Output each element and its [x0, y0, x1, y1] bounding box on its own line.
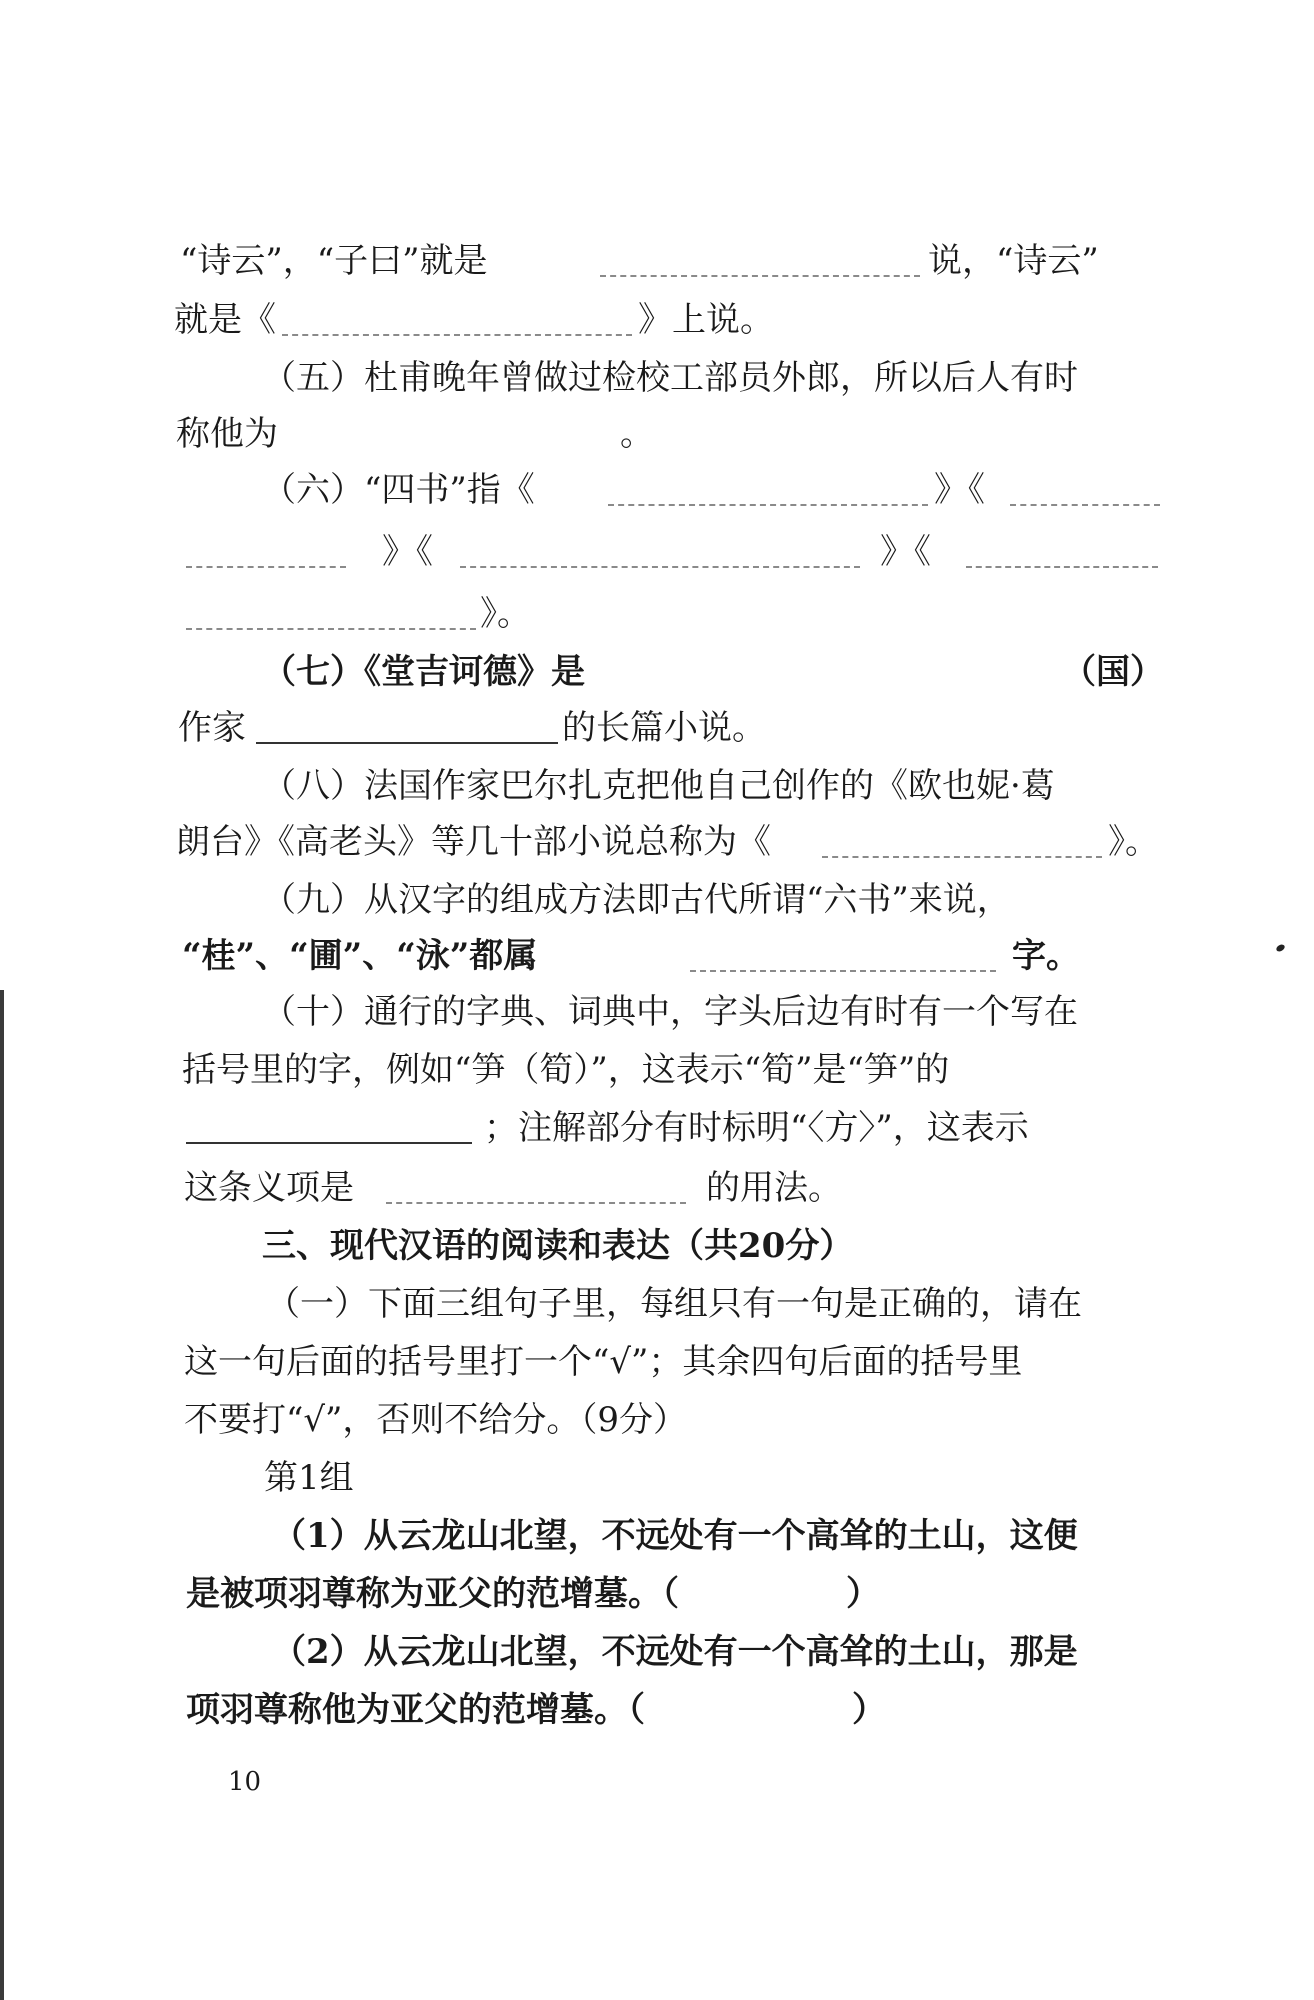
answer-blank — [186, 566, 346, 568]
text-line — [0, 410, 1314, 458]
text-segment: 。 — [620, 414, 654, 454]
text-line — [0, 1046, 1314, 1094]
text-segment: 说，“诗云” — [928, 241, 1099, 281]
text-segment: 的长篇小说。 — [562, 708, 766, 748]
text-segment: （一）下面三组句子里，每组只有一句是正确的，请在 — [266, 1284, 1082, 1324]
text-line — [0, 1454, 1314, 1502]
section-heading — [0, 1222, 1314, 1270]
text-line — [0, 1570, 1314, 1618]
text-segment: “诗云”，“子曰”就是 — [180, 241, 488, 281]
text-segment: 朗台》《高老头》等几十部小说总称为《 — [176, 822, 771, 862]
text-segment: 》《 — [880, 532, 931, 572]
text-line — [0, 466, 1314, 514]
page-number: 10 — [228, 1767, 262, 1797]
text-line — [0, 1686, 1314, 1734]
text-segment: 字。 — [1012, 936, 1080, 976]
text-segment: 》。 — [480, 594, 531, 634]
text-segment: （八）法国作家巴尔扎克把他自己创作的《欧也妮·葛 — [262, 766, 1055, 806]
text-segment: （2）从云龙山北望，不远处有一个高耸的土山，那是 — [272, 1632, 1078, 1672]
answer-blank — [386, 1202, 686, 1204]
text-segment: 称他为 — [176, 414, 278, 454]
answer-blank — [186, 628, 476, 630]
answer-blank — [822, 856, 1102, 858]
text-segment: 作家 — [178, 708, 246, 748]
text-line — [0, 1338, 1314, 1386]
text-segment: 就是《 — [174, 300, 276, 340]
text-line — [0, 296, 1314, 344]
text-segment: ；注解部分有时标明“〈方〉”，这表示 — [484, 1108, 1029, 1148]
text-line — [0, 1628, 1314, 1676]
text-line — [0, 1104, 1314, 1152]
text-segment: 这一句后面的括号里打一个“√”；其余四句后面的括号里 — [184, 1342, 1023, 1382]
text-segment: ） — [846, 1574, 880, 1614]
text-line — [0, 818, 1314, 866]
text-segment: 不要打“√”，否则不给分。（9分） — [184, 1400, 688, 1440]
answer-blank — [256, 742, 558, 744]
text-line — [0, 1396, 1314, 1444]
answer-blank — [600, 275, 920, 277]
text-segment: （国） — [1062, 652, 1164, 692]
text-line — [0, 988, 1314, 1036]
answer-blank — [690, 970, 996, 972]
text-segment: （六）“四书”指《 — [262, 470, 535, 510]
text-line — [0, 590, 1314, 638]
text-segment: 的用法。 — [706, 1168, 842, 1208]
text-line — [0, 704, 1314, 752]
text-line — [0, 932, 1314, 980]
answer-blank — [608, 504, 928, 506]
text-segment: 括号里的字，例如“笋（筍）”，这表示“筍”是“笋”的 — [182, 1050, 950, 1090]
answer-blank — [186, 1142, 472, 1144]
text-line — [0, 876, 1314, 924]
text-segment: 》上说。 — [638, 300, 774, 340]
text-segment: （七）《堂吉诃德》是 — [262, 652, 585, 692]
text-line — [0, 1164, 1314, 1212]
text-segment: 》《 — [382, 532, 433, 572]
text-line — [0, 1280, 1314, 1328]
text-segment: 项羽尊称他为亚父的范增墓。（ — [186, 1690, 645, 1730]
answer-blank — [460, 566, 860, 568]
text-segment: ） — [852, 1690, 886, 1730]
text-segment: 》《 — [934, 470, 985, 510]
text-segment: 》。 — [1108, 822, 1159, 862]
text-line — [0, 648, 1314, 696]
text-line — [0, 762, 1314, 810]
answer-blank — [1010, 504, 1160, 506]
text-segment: （九）从汉字的组成方法即古代所谓“六书”来说， — [262, 880, 1011, 920]
text-segment: 三、现代汉语的阅读和表达（共20分） — [262, 1226, 854, 1266]
text-segment: （五）杜甫晚年曾做过检校工部员外郎，所以后人有时 — [262, 358, 1078, 398]
text-line — [0, 1512, 1314, 1560]
answer-blank — [966, 566, 1158, 568]
text-line — [0, 237, 1314, 285]
text-segment: （1）从云龙山北望，不远处有一个高耸的土山，这便 — [272, 1516, 1078, 1556]
text-segment: 第1组 — [264, 1458, 354, 1498]
text-line — [0, 528, 1314, 576]
binding-edge — [0, 990, 4, 2000]
text-line — [0, 354, 1314, 402]
text-segment: （十）通行的字典、词典中，字头后边有时有一个写在 — [262, 992, 1078, 1032]
text-segment: “桂”、“圃”、“泳”都属 — [182, 936, 538, 976]
text-segment: 是被项羽尊称为亚父的范增墓。（ — [186, 1574, 679, 1614]
answer-blank — [282, 334, 632, 336]
text-segment: 这条义项是 — [184, 1168, 354, 1208]
